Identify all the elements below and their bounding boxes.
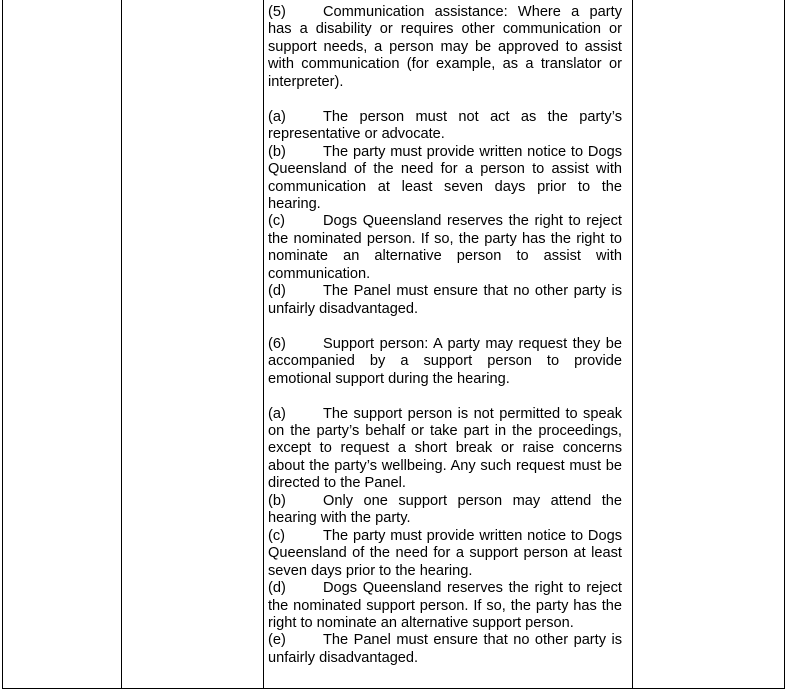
clause-number: (6) (268, 335, 286, 352)
subclause-6e (268, 632, 622, 667)
clause-number: (5) (268, 4, 286, 20)
table-cell-empty-4 (633, 0, 784, 688)
subclause-5a (268, 109, 622, 144)
subclause-number: (c) (268, 213, 286, 230)
subclause-body: Dogs Queensland reserves the right to reject the nominated support person. If so, the party has the right to nominate an alternative support person. (268, 580, 622, 631)
clause-text (268, 4, 622, 667)
subclause-body: The Panel must ensure that no other party is unfairly disadvantaged. (268, 283, 622, 317)
clause-body: Support person: A party may request they be accompanied by a support person to provide emotional support during the hearing. (268, 335, 622, 387)
subclause-number: (d) (268, 283, 286, 300)
subclause-body: The support person is not permitted to speak on the party’s behalf or take part in the proceedings, except to request a short break or raise concerns about the party’s wellbeing. Any such request must be directed to the Panel. (268, 405, 622, 492)
clause-6 (268, 336, 622, 388)
subclause-body: The Panel must ensure that no other party is unfairly disadvantaged. (268, 632, 622, 666)
subclause-6b (268, 493, 622, 528)
subclause-body: Only one support person may attend the hearing with the party. (268, 492, 622, 527)
subclause-body: Dogs Queensland reserves the right to reject the nominated person. If so, the party has the right to nominate an alternative person to assist with communication. (268, 213, 622, 282)
table-cell-empty-2 (122, 0, 264, 688)
subclause-number: (e) (268, 632, 286, 649)
subclause-body: The party must provide written notice to Dogs Queensland of the need for a person to assist with communication at least seven days prior to the hearing. (268, 143, 622, 213)
subclause-number: (a) (268, 405, 286, 422)
subclause-number: (a) (268, 108, 286, 125)
subclause-6c (268, 528, 622, 580)
subclause-6d (268, 580, 622, 632)
subclause-5b (268, 144, 622, 214)
clause-body: Communication assistance: Where a party has a disability or requires other communication or support needs, a person may be approved to assist with communication (for example, as a translator or interpreter). (268, 4, 622, 90)
subclause-6a (268, 406, 622, 493)
clause-5 (268, 4, 622, 91)
subclause-number: (b) (268, 492, 286, 509)
subclause-number: (b) (268, 143, 286, 160)
subclause-body: The party must provide written notice to Dogs Queensland of the need for a support person at least seven days prior to the hearing. (268, 527, 622, 579)
subclause-number: (d) (268, 580, 286, 597)
subclause-body: The person must not act as the party’s representative or advocate. (268, 108, 622, 143)
subclause-5d (268, 283, 622, 318)
table-cell-empty-1 (3, 0, 122, 688)
subclause-5c (268, 213, 622, 283)
subclause-number: (c) (268, 527, 286, 544)
